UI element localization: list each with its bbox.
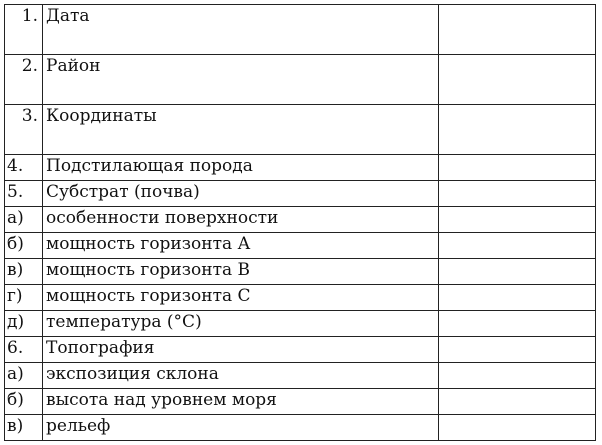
row-label: Топография — [43, 337, 439, 363]
value-cell — [439, 259, 596, 285]
value-cell — [439, 311, 596, 337]
row-label: особенности поверхности — [43, 207, 439, 233]
form-row-temperature — [5, 311, 596, 337]
row-label: мощность горизонта А — [43, 233, 439, 259]
row-number: в) — [5, 259, 43, 285]
form-row-slope-exposure — [5, 363, 596, 389]
value-cell — [439, 155, 596, 181]
form-row-horizon-a — [5, 233, 596, 259]
row-number: а) — [5, 363, 43, 389]
value-cell — [439, 363, 596, 389]
row-number: д) — [5, 311, 43, 337]
form-row-relief — [5, 415, 596, 441]
row-number: б) — [5, 389, 43, 415]
form-row-topography — [5, 337, 596, 363]
form-row-horizon-b — [5, 259, 596, 285]
row-number: 4. — [5, 155, 43, 181]
value-cell — [439, 415, 596, 441]
row-number: 6. — [5, 337, 43, 363]
form-row-date — [5, 5, 596, 55]
row-number: г) — [5, 285, 43, 311]
value-cell — [439, 5, 596, 55]
row-label: рельеф — [43, 415, 439, 441]
row-label: мощность горизонта В — [43, 259, 439, 285]
row-number: а) — [5, 207, 43, 233]
value-cell — [439, 105, 596, 155]
row-number: 5. — [5, 181, 43, 207]
form-body — [5, 5, 596, 441]
value-cell — [439, 55, 596, 105]
form-row-bedrock — [5, 155, 596, 181]
value-cell — [439, 337, 596, 363]
value-cell — [439, 207, 596, 233]
value-cell — [439, 181, 596, 207]
row-label: высота над уровнем моря — [43, 389, 439, 415]
value-cell — [439, 389, 596, 415]
form-row-surface-features — [5, 207, 596, 233]
row-label: Координаты — [43, 105, 439, 155]
value-cell — [439, 233, 596, 259]
row-label: экспозиция склона — [43, 363, 439, 389]
form-row-horizon-c — [5, 285, 596, 311]
row-number: в) — [5, 415, 43, 441]
field-record-form — [4, 4, 596, 441]
form-row-substrate — [5, 181, 596, 207]
row-label: температура (°C) — [43, 311, 439, 337]
form-row-coordinates — [5, 105, 596, 155]
form-row-region — [5, 55, 596, 105]
row-number: б) — [5, 233, 43, 259]
row-number: 3. — [5, 105, 43, 155]
form-row-altitude — [5, 389, 596, 415]
value-cell — [439, 285, 596, 311]
row-number: 1. — [5, 5, 43, 55]
row-label: Район — [43, 55, 439, 105]
row-label: мощность горизонта С — [43, 285, 439, 311]
row-number: 2. — [5, 55, 43, 105]
row-label: Подстилающая порода — [43, 155, 439, 181]
row-label: Субстрат (почва) — [43, 181, 439, 207]
row-label: Дата — [43, 5, 439, 55]
